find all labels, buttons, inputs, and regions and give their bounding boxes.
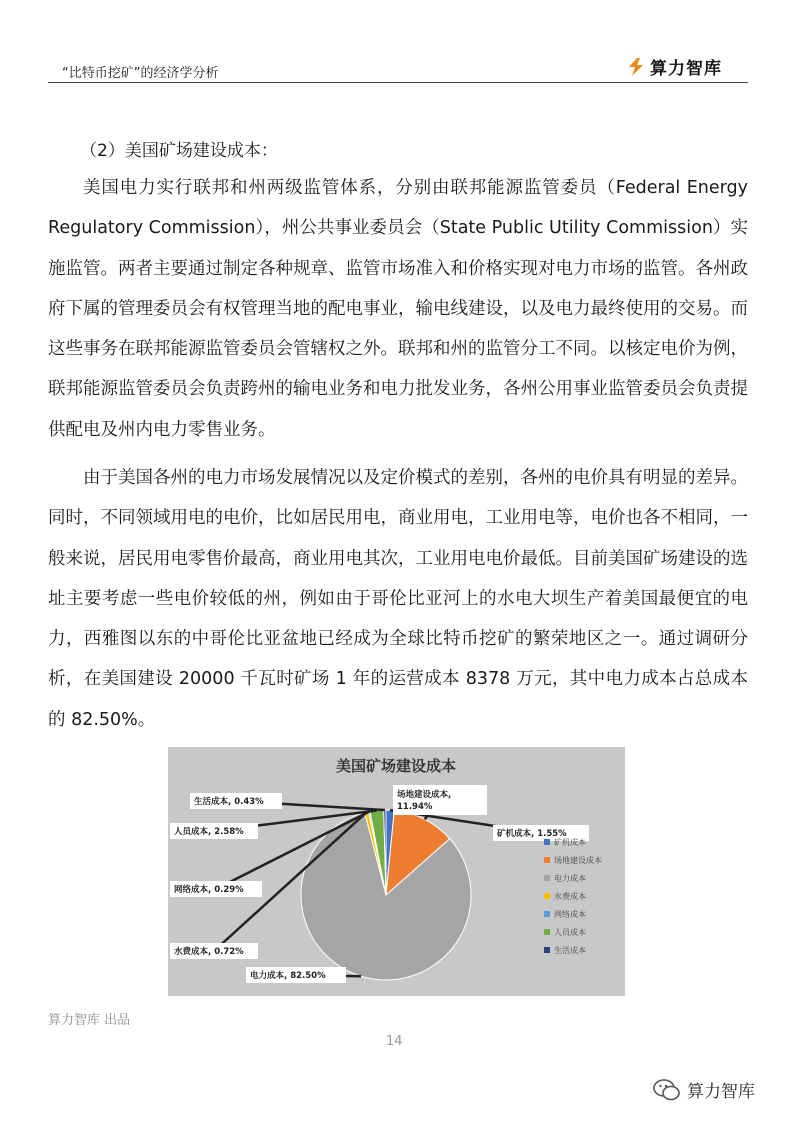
page-number: 14 — [386, 1034, 403, 1049]
brand-logo-icon — [628, 58, 644, 76]
legend-swatch — [544, 839, 550, 845]
header-divider — [48, 82, 748, 83]
footer-credit: 算力智库 出品 — [48, 1013, 131, 1028]
legend-label: 场地建设成本 — [554, 856, 602, 865]
legend-swatch — [544, 857, 550, 863]
legend-label: 矿机成本 — [554, 838, 586, 847]
legend-swatch — [544, 929, 550, 935]
data-label: 矿机成本, 1.55% — [497, 829, 567, 839]
pie-chart — [168, 747, 625, 996]
legend-label: 人员成本 — [554, 928, 586, 937]
legend-label: 生活成本 — [554, 946, 586, 955]
body-paragraph: 由于美国各州的电力市场发展情况以及定价模式的差别，各州的电价具有明显的差异。同时，不同领域用电的电价，比如居民用电，商业用电，工业用电等，电价也各不相同，一般来说，居民用电零售价最高，商业用电其次，工业用电电价最低。目前美国矿场建设的选址主要考虑一些电价较低的州，例如由于哥伦比亚河上的水电大坝生产着美国最便宜的电力，西雅图以东的中哥伦比亚盆地已经成为全球比特币挖矿的繁荣地区之一。通过调研分析，在美国建设 20000 千瓦时矿场 1 年的运营成本 8378 万元，其中电力成本占总成本的 82.50%。 — [48, 468, 748, 730]
data-label: 场地建设成本, 11.94% — [397, 790, 452, 812]
header-title: “比特币挖矿”的经济学分析 — [62, 66, 219, 81]
wechat-icon — [653, 1078, 681, 1102]
chart-title: 美国矿场建设成本 — [335, 757, 457, 775]
data-label: 网络成本, 0.29% — [174, 885, 244, 895]
brand-logo — [628, 54, 722, 79]
wechat-account — [653, 1077, 755, 1102]
legend-swatch — [544, 947, 550, 953]
section-subheading: （2）美国矿场建设成本： — [80, 141, 278, 161]
legend-label: 水费成本 — [554, 892, 586, 901]
data-label: 电力成本, 82.50% — [250, 971, 326, 981]
body-paragraph: 美国电力实行联邦和州两级监管体系，分别由联邦能源监管委员（Federal Energy Regulatory Commission），州公共事业委员会（State Public Utility Commission）实施监管。两者主要通过制定各种规章、监管市场准入和价格实现对电力市场的监管。各州政府下属的管理委员会有权管理当地的配电事业，输电线建设，以及电力最终使用的交易。而这些事务在联邦能源监管委员会管辖权之外。联邦和州的监管分工不同。以核定电价为例，联邦能源监管委员会负责跨州的输电业务和电力批发业务，各州公用事业监管委员会负责提供配电及州内电力零售业务。 — [48, 178, 748, 440]
data-label: 水费成本, 0.72% — [174, 947, 244, 957]
brand-name: 算力智库 — [650, 59, 722, 79]
legend-swatch — [544, 893, 550, 899]
data-label: 生活成本, 0.43% — [194, 797, 264, 807]
pie-chart-svg — [168, 747, 625, 996]
legend-label: 网络成本 — [554, 910, 586, 919]
wechat-name: 算力智库 — [687, 1082, 755, 1102]
legend-swatch — [544, 911, 550, 917]
data-label: 人员成本, 2.58% — [174, 827, 244, 837]
legend-label: 电力成本 — [554, 874, 586, 883]
legend-swatch — [544, 875, 550, 881]
